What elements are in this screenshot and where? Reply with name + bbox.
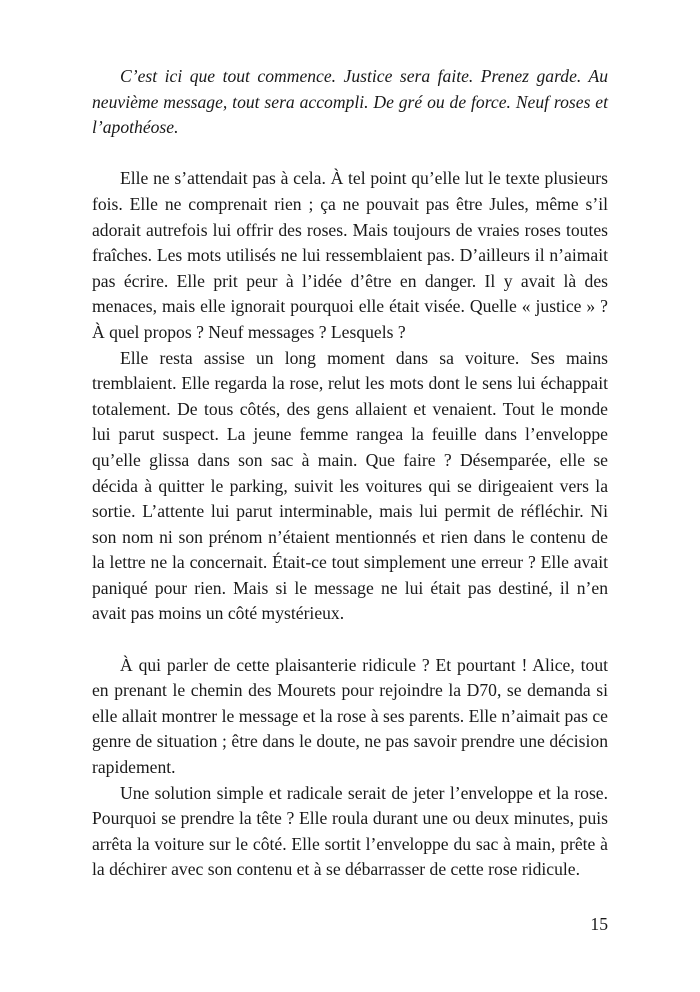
- body-paragraph-4: Une solution simple et radicale serait de jeter l’enveloppe et la rose. Pourquoi se prendre la tête ? Elle roula durant une ou deux minutes, puis arrêta la voiture sur le côté. Elle sortit l’enveloppe du sac à main, prête à la déchirer avec son contenu et à se débarrasser de cette rose ridicule.: [92, 782, 608, 880]
- page-body: [92, 64, 608, 883]
- page-number: 15: [590, 914, 608, 934]
- body-paragraph-3: À qui parler de cette plaisanterie ridicule ? Et pourtant ! Alice, tout en prenant le chemin des Mourets pour rejoindre la D70, se demanda si elle allait montrer le message et la rose à ses parents. Elle n’aimait pas ce genre de situation ; être dans le doute, ne pas savoir prendre une décision rapidement.: [92, 654, 608, 778]
- body-paragraph-2: Elle resta assise un long moment dans sa voiture. Ses mains tremblaient. Elle regarda la rose, relut les mots dont le sens lui échappait totalement. De tous côtés, des gens allaient et venaient. Tout le monde lui parut suspect. La jeune femme rangea la feuille dans l’enveloppe qu’elle glissa dans son sac à main. Que faire ? Désemparée, elle se décida à quitter le parking, suivit les voitures qui se dirigeaient vers la sortie. L’attente lui parut interminable, mais lui permit de réfléchir. Ni son nom ni son prénom n’étaient mentionnés et rien dans le contenu de la lettre ne la concernait. Était-ce tout simplement une erreur ? Elle avait paniqué pour rien. Mais si le message ne lui était pas destiné, il n’en avait pas moins un côté mystérieux.: [92, 347, 608, 624]
- italic-message-paragraph: C’est ici que tout commence. Justice sera faite. Prenez garde. Au neuvième message, tout sera accompli. De gré ou de force. Neuf roses et l’apothéose.: [92, 66, 608, 138]
- body-paragraph-1: Elle ne s’attendait pas à cela. À tel point qu’elle lut le texte plusieurs fois. Elle ne comprenait rien ; ça ne pouvait pas être Jules, même s’il adorait autrefois lui offrir des roses. Mais toujours de vraies roses toutes fraîches. Les mots utilisés ne lui ressemblaient pas. D’ailleurs il n’aimait pas écrire. Elle prit peur à l’idée d’être en danger. Il y avait là des menaces, mais elle ignorait pourquoi elle était visée. Quelle « justice » ? À quel propos ? Neuf messages ? Lesquels ?: [92, 168, 608, 342]
